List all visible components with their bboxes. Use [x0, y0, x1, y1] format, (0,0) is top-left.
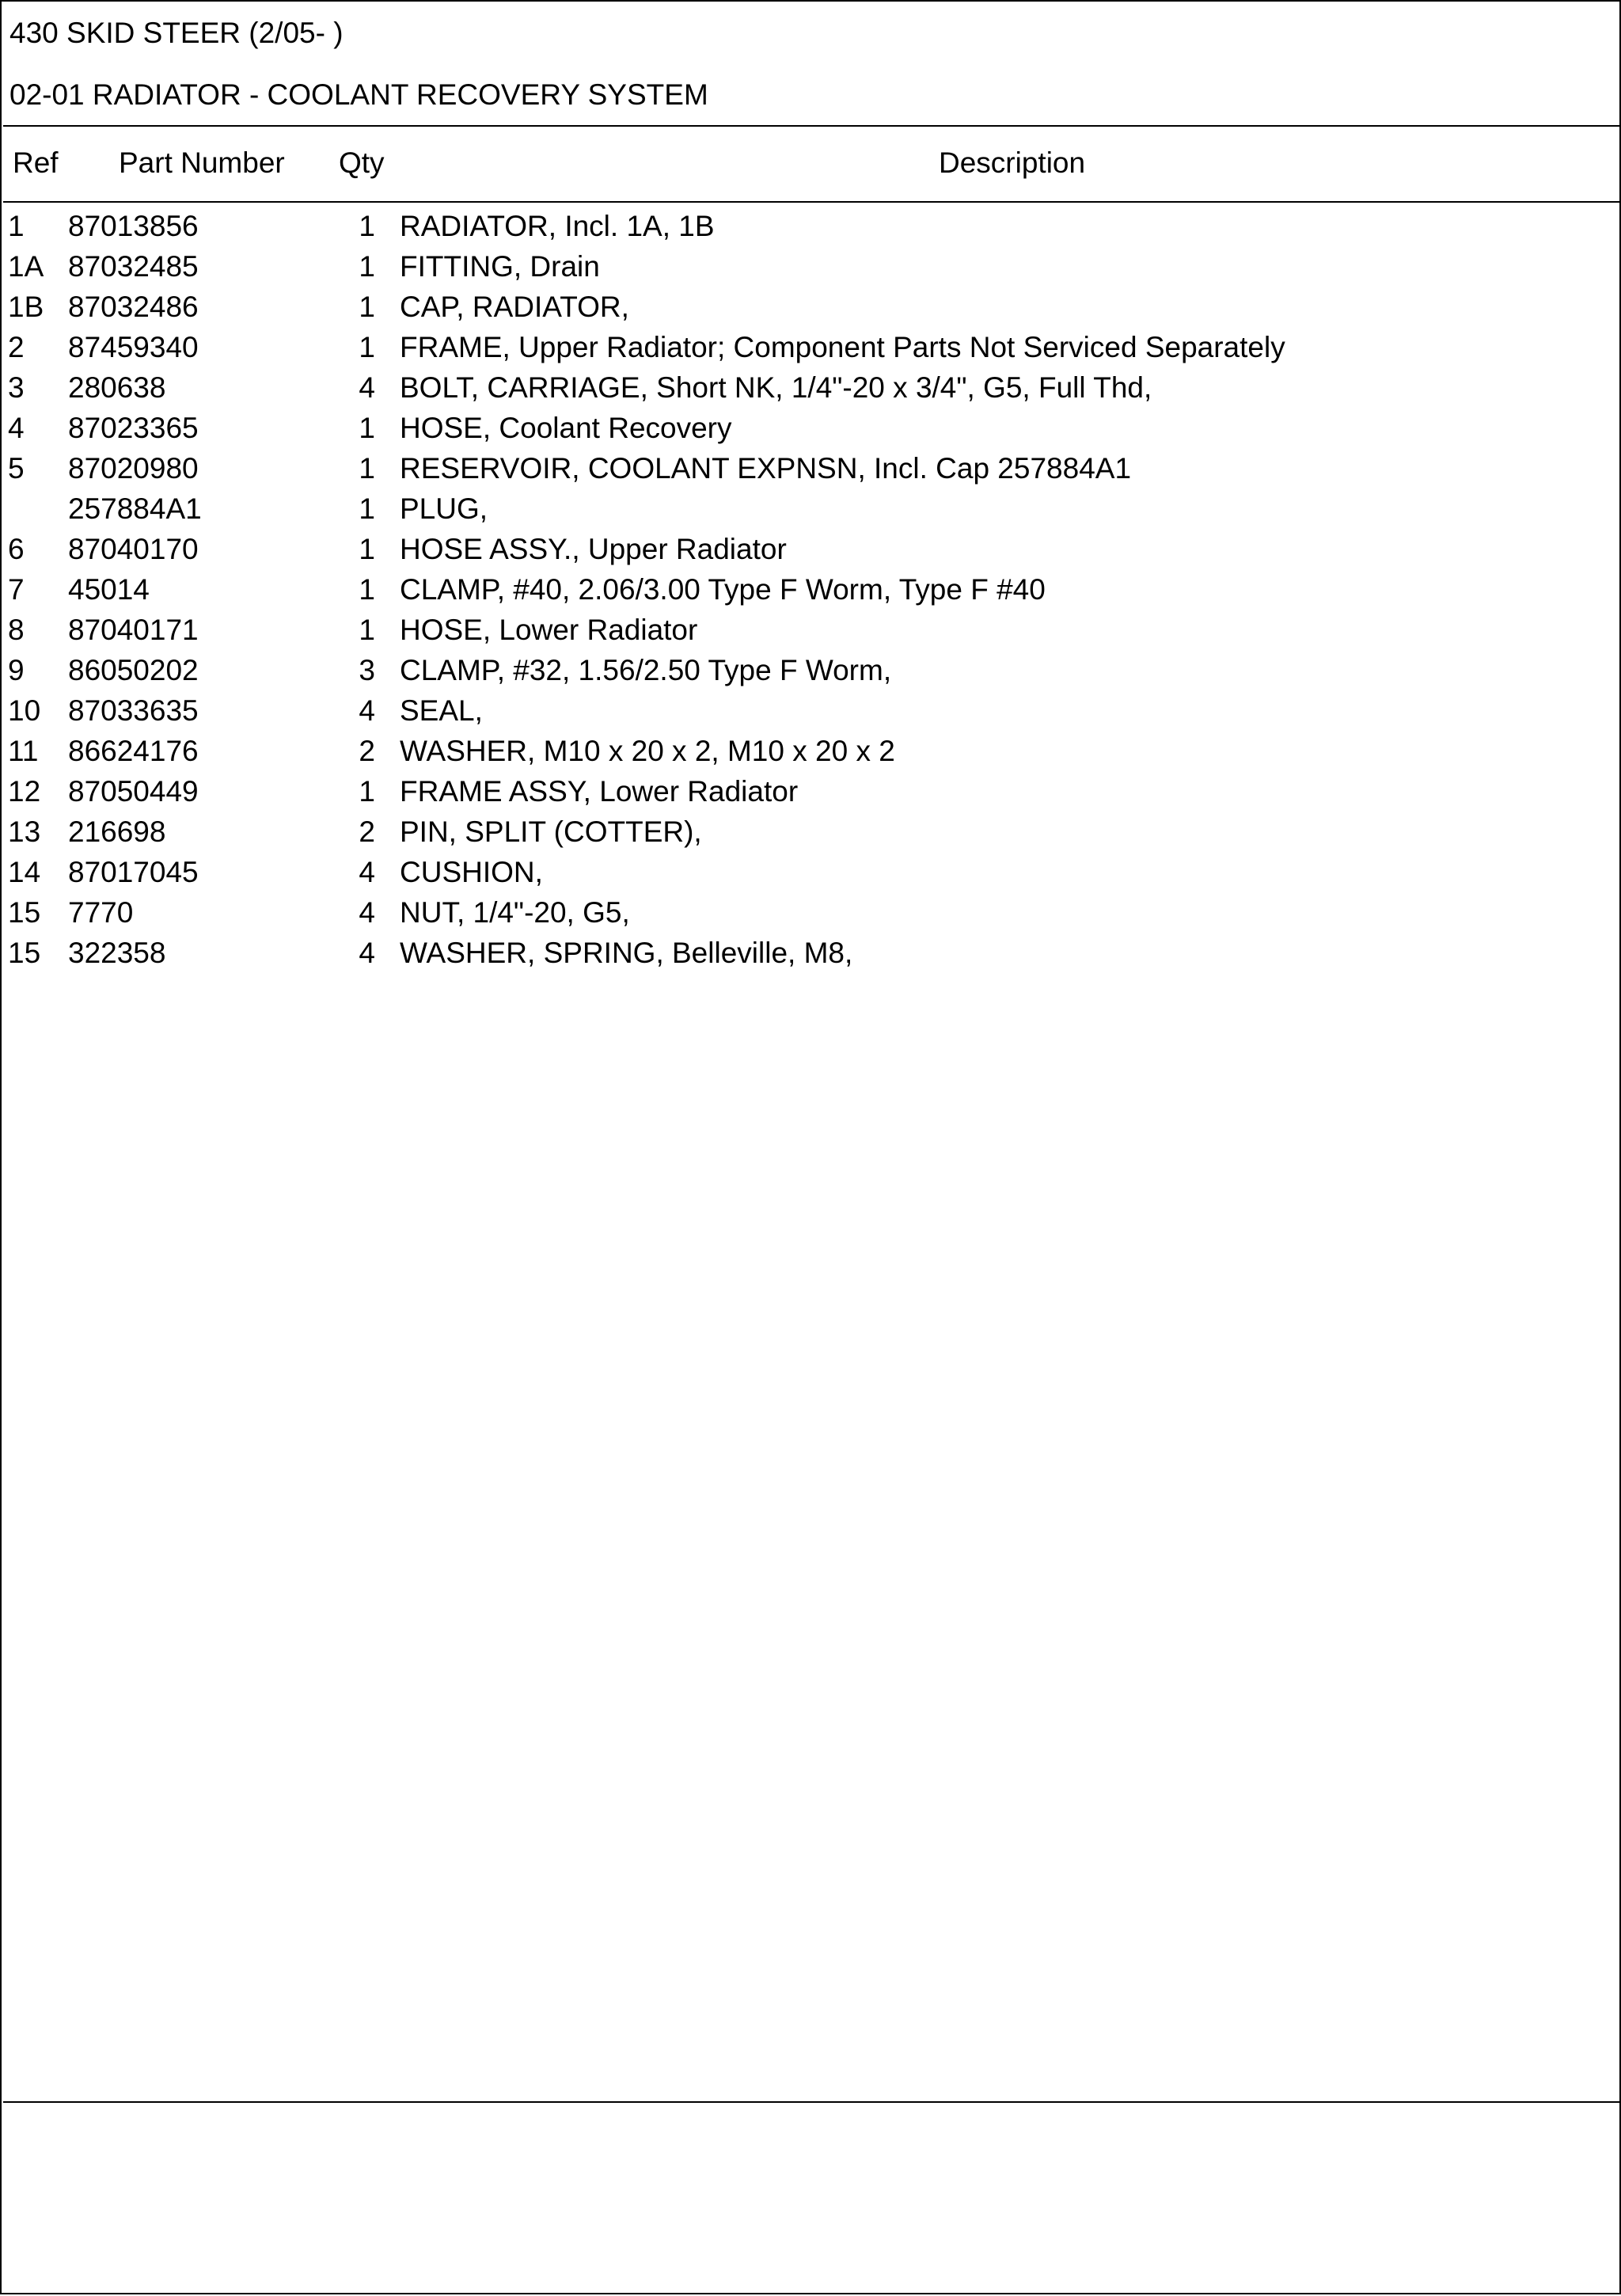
- cell-description: WASHER, M10 x 20 x 2, M10 x 20 x 2: [400, 735, 895, 767]
- cell-description: RESERVOIR, COOLANT EXPNSN, Incl. Cap 257884A1: [400, 452, 1132, 485]
- cell-description: RADIATOR, Incl. 1A, 1B: [400, 210, 715, 242]
- cell-qty: 1: [359, 614, 375, 646]
- cell-part-number: 280638: [68, 371, 166, 404]
- cell-ref: 15: [8, 896, 41, 929]
- cell-description: FRAME, Upper Radiator; Component Parts Not Serviced Separately: [400, 331, 1285, 363]
- table-row: [3, 933, 1621, 973]
- cell-description: PLUG,: [400, 492, 488, 525]
- cell-qty: 2: [359, 815, 375, 848]
- column-header-ref: Ref: [13, 146, 59, 179]
- cell-description: CLAMP, #32, 1.56/2.50 Type F Worm,: [400, 654, 892, 686]
- cell-description: BOLT, CARRIAGE, Short NK, 1/4"-20 x 3/4", G5, Full Thd,: [400, 371, 1152, 404]
- cell-description: HOSE ASSY., Upper Radiator: [400, 533, 787, 565]
- cell-part-number: 7770: [68, 896, 134, 929]
- cell-description: NUT, 1/4"-20, G5,: [400, 896, 630, 929]
- cell-part-number: 216698: [68, 815, 166, 848]
- cell-ref: 8: [8, 614, 25, 646]
- cell-description: HOSE, Coolant Recovery: [400, 412, 732, 444]
- cell-qty: 2: [359, 735, 375, 767]
- cell-ref: 11: [8, 735, 39, 767]
- document-header: [3, 3, 1621, 127]
- cell-qty: 1: [359, 331, 375, 363]
- cell-qty: 1: [359, 492, 375, 525]
- table-row: [3, 448, 1621, 488]
- table-row: [3, 892, 1621, 933]
- cell-ref: 14: [8, 856, 41, 888]
- cell-part-number: 87032485: [68, 250, 199, 283]
- table-row: [3, 852, 1621, 892]
- cell-part-number: 87023365: [68, 412, 199, 444]
- cell-ref: 7: [8, 573, 25, 606]
- parts-table-header: [3, 125, 1621, 203]
- column-header-description: Description: [939, 146, 1086, 179]
- table-row: [3, 408, 1621, 448]
- cell-part-number: 45014: [68, 573, 150, 606]
- cell-part-number: 87040170: [68, 533, 199, 565]
- table-row: [3, 650, 1621, 690]
- cell-description: FITTING, Drain: [400, 250, 600, 283]
- cell-ref: 2: [8, 331, 25, 363]
- cell-description: PIN, SPLIT (COTTER),: [400, 815, 702, 848]
- cell-qty: 4: [359, 896, 375, 929]
- table-row: [3, 367, 1621, 408]
- table-row: [3, 771, 1621, 812]
- document-footer: [3, 2101, 1621, 2296]
- cell-ref: 9: [8, 654, 25, 686]
- table-row: [3, 287, 1621, 327]
- cell-qty: 1: [359, 291, 375, 323]
- cell-part-number: 86050202: [68, 654, 199, 686]
- table-row: [3, 488, 1621, 529]
- cell-ref: 13: [8, 815, 41, 848]
- column-header-qty: Qty: [339, 146, 385, 179]
- table-row: [3, 246, 1621, 287]
- cell-ref: 6: [8, 533, 25, 565]
- cell-part-number: 87020980: [68, 452, 199, 485]
- cell-qty: 4: [359, 856, 375, 888]
- cell-qty: 4: [359, 371, 375, 404]
- cell-qty: 1: [359, 573, 375, 606]
- cell-qty: 1: [359, 210, 375, 242]
- section-title: 02-01 RADIATOR - COOLANT RECOVERY SYSTEM: [9, 78, 708, 111]
- cell-description: WASHER, SPRING, Belleville, M8,: [400, 937, 853, 969]
- cell-ref: 15: [8, 937, 41, 969]
- cell-qty: 1: [359, 250, 375, 283]
- cell-part-number: 87017045: [68, 856, 199, 888]
- machine-title: 430 SKID STEER (2/05- ): [9, 17, 344, 49]
- cell-qty: 1: [359, 533, 375, 565]
- table-row: [3, 569, 1621, 610]
- parts-table-body: [3, 206, 1621, 973]
- cell-qty: 3: [359, 654, 375, 686]
- cell-description: FRAME ASSY, Lower Radiator: [400, 775, 799, 808]
- table-row: [3, 610, 1621, 650]
- cell-part-number: 87013856: [68, 210, 199, 242]
- cell-description: CUSHION,: [400, 856, 543, 888]
- cell-ref: 1: [8, 210, 25, 242]
- cell-ref: 1B: [8, 291, 44, 323]
- cell-part-number: 87040171: [68, 614, 199, 646]
- cell-qty: 1: [359, 452, 375, 485]
- cell-part-number: 87032486: [68, 291, 199, 323]
- cell-description: CLAMP, #40, 2.06/3.00 Type F Worm, Type F #40: [400, 573, 1046, 606]
- cell-part-number: 257884A1: [68, 492, 202, 525]
- table-row: [3, 529, 1621, 569]
- cell-ref: 5: [8, 452, 25, 485]
- cell-part-number: 86624176: [68, 735, 199, 767]
- cell-ref: 10: [8, 694, 41, 727]
- cell-description: SEAL,: [400, 694, 483, 727]
- cell-part-number: 87050449: [68, 775, 199, 808]
- cell-qty: 1: [359, 412, 375, 444]
- cell-part-number: 322358: [68, 937, 166, 969]
- cell-part-number: 87459340: [68, 331, 199, 363]
- table-row: [3, 812, 1621, 852]
- cell-description: HOSE, Lower Radiator: [400, 614, 698, 646]
- cell-qty: 4: [359, 937, 375, 969]
- cell-ref: 3: [8, 371, 25, 404]
- table-row: [3, 327, 1621, 367]
- cell-ref: 1A: [8, 250, 44, 283]
- cell-ref: 12: [8, 775, 41, 808]
- table-row: [3, 690, 1621, 731]
- cell-qty: 1: [359, 775, 375, 808]
- cell-description: CAP, RADIATOR,: [400, 291, 629, 323]
- table-row: [3, 206, 1621, 246]
- cell-part-number: 87033635: [68, 694, 199, 727]
- cell-qty: 4: [359, 694, 375, 727]
- column-header-part-number: Part Number: [119, 146, 285, 179]
- cell-ref: 4: [8, 412, 25, 444]
- table-row: [3, 731, 1621, 771]
